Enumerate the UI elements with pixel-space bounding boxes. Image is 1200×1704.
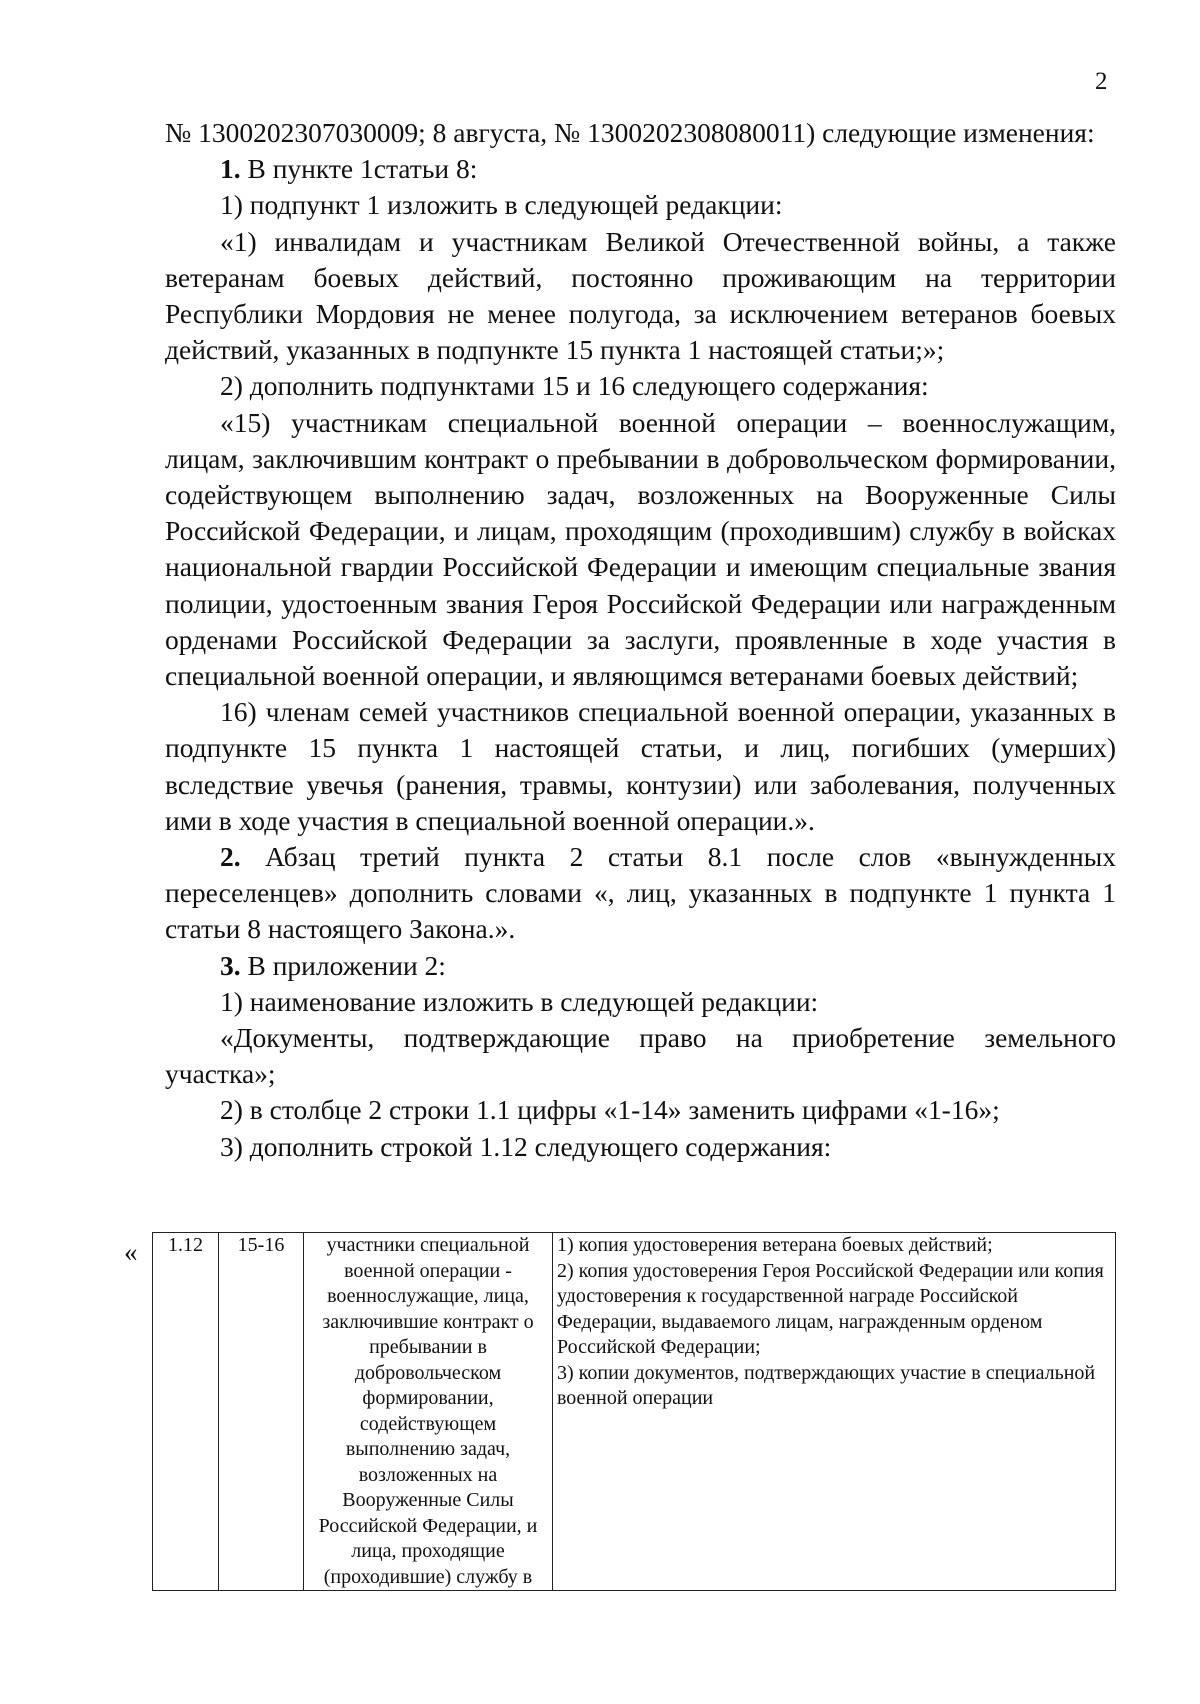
appendix-item-2: 2) в столбце 2 строки 1.1 цифры «1-14» заменить цифрами «1-16»; [220, 1094, 1000, 1126]
section-3-number: 3. [220, 949, 241, 981]
documents-cell [553, 1233, 1116, 1591]
table-row [153, 1233, 1116, 1591]
section-1-number: 1. [220, 153, 241, 185]
page-number: 2 [1095, 68, 1108, 95]
amendment-table [152, 1232, 1116, 1591]
section-1-text: В пункте 1статьи 8: [240, 153, 478, 185]
section-2-number: 2. [220, 841, 241, 873]
subitem-16-content: 16) членам семей участников специальной военной операции, указанных в подпункте 15 пункта 1 настоящей статьи, и лиц, погибших (умерших) вследствие увечья (ранения, травмы, контузии) или заболевания, полученных ими в ходе участия в специальной военной операции.». [165, 696, 1116, 836]
category-cell: участники специальной военной операции - военнослужащие, лица, заключившие контракт о пребывании в добровольческом формировании, содействующем выполнению задач, возложенных на Вооруженные Силы Российской Федерации, и лица, проходящие (проходившие) службу в [304, 1233, 553, 1591]
document-item-1: 1) копия удостоверения ветерана боевых действий; [557, 1234, 993, 1256]
intro-paragraph: № 1300202307030009; 8 августа, № 1300202308080011) следующие изменения: [165, 117, 1095, 148]
subitem-1-paragraph: 1) подпункт 1 изложить в следующей редакции: [220, 189, 783, 221]
appendix-item-3: 3) дополнить строкой 1.12 следующего содержания: [220, 1130, 832, 1162]
document-item-3: 3) копии документов, подтверждающих участие в специальной военной операции [557, 1361, 1096, 1409]
subitem-1-content: «1) инвалидам и участникам Великой Отечественной войны, а также ветеранам боевых действий, постоянно проживающим на территории Республики Мордовия не менее полугода, за исключением ветеранов боевых действий, указанных в подпункте 15 пункта 1 настоящей статьи;»; [165, 225, 1116, 366]
section-3-heading [165, 948, 1116, 984]
appendix-item-1-content: «Документы, подтверждающие право на приобретение земельного участка»; [165, 1022, 1116, 1090]
table-open-quote: « [124, 1237, 138, 1267]
row-number-cell: 1.12 [153, 1233, 219, 1591]
document-body [165, 115, 1116, 1165]
subitem-15-content: «15) участникам специальной военной операции – военнослужащим, лицам, заключившим контракт о пребывании в добровольческом формировании, содействующем выполнению задач, возложенных на Вооруженные Силы Российской Федерации, и лицам, проходящим (проходившим) службу в войсках национальной гвардии Российской Федерации и имеющим специальные звания полиции, удостоенным звания Героя Российской Федерации или награжденным орденами Российской Федерации за заслуги, проявленные в ходе участия в специальной военной операции, и являющимся ветеранами боевых действий; [165, 406, 1116, 692]
subitems-cell: 15-16 [219, 1233, 304, 1591]
section-1-heading [165, 151, 1116, 187]
subitem-2-paragraph: 2) дополнить подпунктами 15 и 16 следующего содержания: [220, 370, 929, 402]
document-item-2: 2) копия удостоверения Героя Российской Федерации или копия удостоверения к государственной награде Российской Федерации, выдаваемого лицам, награжденным орденом Российской Федерации; [557, 1259, 1104, 1358]
section-2-paragraph [165, 839, 1116, 948]
section-2-text: Абзац третий пункта 2 статьи 8.1 после слов «вынужденных переселенцев» дополнить словами «, лиц, указанных в подпункте 1 пункта 1 статьи 8 настоящего Закона.». [165, 841, 1116, 945]
appendix-item-1: 1) наименование изложить в следующей редакции: [220, 985, 819, 1017]
section-3-text: В приложении 2: [240, 949, 446, 981]
